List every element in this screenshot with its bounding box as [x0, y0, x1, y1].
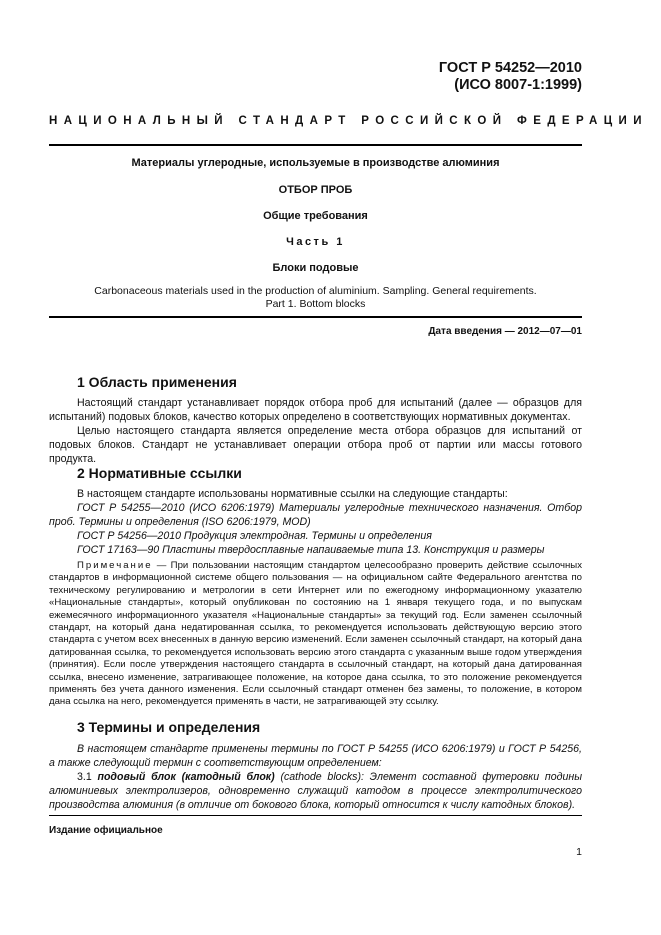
document-designation	[439, 60, 582, 94]
english-title-line2: Part 1. Bottom blocks	[265, 298, 366, 310]
note-label: Примечание	[77, 560, 153, 571]
english-title-line1: Carbonaceous materials used in the production of aluminium. Sampling. General requirements.	[94, 285, 537, 297]
reference-item: ГОСТ Р 54255—2010 (ИСО 6206:1979) Материалы углеродные технического назначения. Отбор проб. Термины и определения (ISO 6206:1979, MOD)	[49, 502, 582, 528]
top-divider	[49, 144, 582, 146]
gost-number: ГОСТ Р 54252—2010	[438, 60, 582, 76]
section-1-body	[49, 396, 582, 466]
title-blocks: Блоки подовые	[272, 262, 359, 274]
term-definition: (cathode blocks): Элемент составной футеровки подины алюминиевых электролизеров, одновременно служащий катодом в процессе электролитического производства алюминия (в отличие от бокового блока, который относится к числу катодных блоков).	[49, 771, 582, 811]
section-3-body	[49, 742, 582, 812]
national-standard-heading: НАЦИОНАЛЬНЫЙ СТАНДАРТ РОССИЙСКОЙ ФЕДЕРАЦИИ	[49, 115, 648, 127]
reference-item: ГОСТ Р 54256—2010 Продукция электродная. Термины и определения	[77, 530, 432, 542]
note-text: — При пользовании настоящим стандартом целесообразно проверить действие ссылочных стандартов в информационной системе общего пользования — на официальном сайте Федерального агентства по техническому регулированию и метрологии в сети Интернет или по ежегодному информационному указателю «Национальные стандарты», который опубликован по состоянию на 1 января текущего года, и по выпускам ежемесячного информационного указателя «Национальные стандарты» за текущий год. Если заменен ссылочный стандарт, на который дана недатированная ссылка, то рекомендуется использовать действующую версию этого стандарта с учетом всех внесенных в данную версию изменений. Если заменен ссылочный стандарт, на который дана датированная ссылка, то рекомендуется использовать версию этого стандарта с указанным выше годом утверждения (принятия). Если после утверждения настоящего стандарта в ссылочный стандарт, на который дана датированная ссылка, внесено изменение, затрагивающее положение, на которое дана ссылка, то это положение рекомендуется применять без учета данного изменения. Если ссылочный стандарт отменен без замены, то положение, в котором дана ссылка на него, рекомендуется применять в части, не затрагивающей эту ссылку.	[49, 560, 582, 708]
term-number: 3.1	[77, 771, 98, 783]
title-otbor: ОТБОР ПРОБ	[278, 184, 353, 196]
footer-divider	[49, 815, 582, 816]
title-general: Общие требования	[263, 210, 368, 222]
note-block	[49, 560, 582, 709]
title-divider	[49, 316, 582, 318]
term-name: подовый блок (катодный блок)	[97, 771, 275, 783]
title-part: Часть 1	[286, 236, 345, 248]
page-number: 1	[576, 846, 582, 858]
english-title	[49, 285, 582, 311]
section-1-paragraph-1: Настоящий стандарт устанавливает порядок отбора проб для испытаний (далее — образцов для испытаний) подовых блоков, качество которых определено в соответствующих нормативных документах.	[49, 397, 582, 423]
title-main: Материалы углеродные, используемые в производстве алюминия	[131, 157, 500, 169]
section-2-intro: В настоящем стандарте использованы нормативные ссылки на следующие стандарты:	[77, 488, 508, 500]
date-of-introduction: Дата введения — 2012—07—01	[428, 326, 582, 337]
section-3-intro: В настоящем стандарте применены термины по ГОСТ Р 54255 (ИСО 6206:1979) и ГОСТ Р 54256, а также следующий термин с соответствующим определением:	[49, 743, 582, 769]
section-3-heading: 3 Термины и определения	[77, 719, 261, 735]
section-2-heading: 2 Нормативные ссылки	[77, 465, 242, 481]
reference-item: ГОСТ 17163—90 Пластины твердосплавные напаиваемые типа 13. Конструкция и размеры	[77, 544, 545, 556]
section-1-heading: 1 Область применения	[77, 374, 237, 390]
section-2-body	[49, 487, 582, 557]
edition-label: Издание официальное	[49, 825, 163, 836]
section-1-paragraph-2: Целью настоящего стандарта является определение места отбора образцов для испытаний от подовых блоков. Стандарт не устанавливает операции отбора проб от партии или массы готового продукта.	[49, 425, 582, 465]
iso-number: (ИСО 8007-1:1999)	[454, 77, 582, 93]
